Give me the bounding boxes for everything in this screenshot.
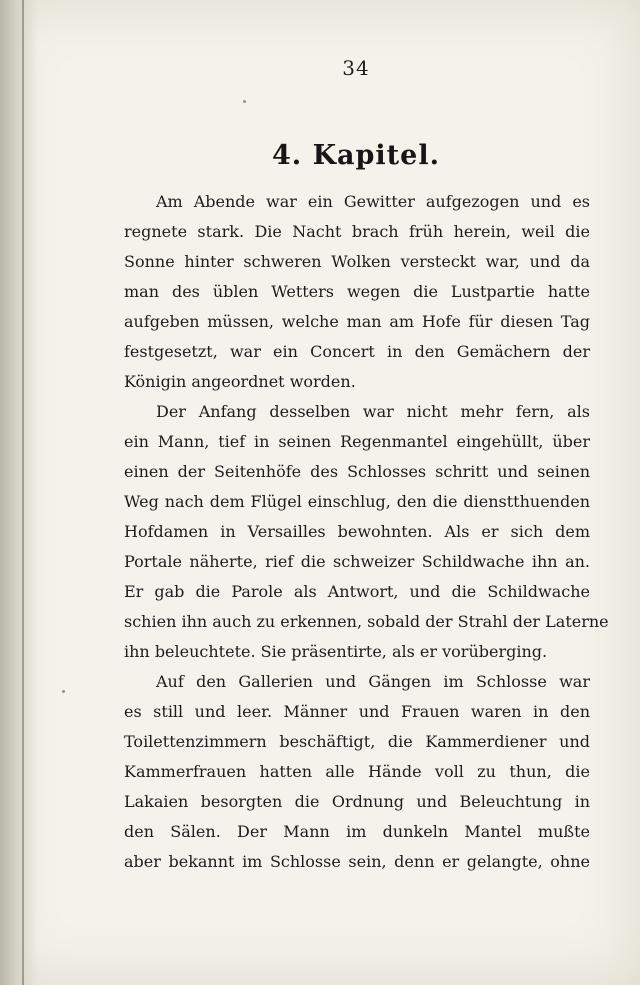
text-line: Kammerfrauen hatten alle Hände voll zu thun, die [124,762,590,781]
text-line: Königin angeordnet worden. [124,372,356,391]
page-number: 34 [342,56,370,80]
print-speck [62,690,65,693]
text-line: Weg nach dem Flügel einschlug, den die dienstthuenden [124,492,590,511]
text-line: ein Mann, tief in seinen Regenmantel eingehüllt, über [124,432,590,451]
text-line: ihn beleuchtete. Sie präsentirte, als er vorüberging. [124,642,548,661]
text-line: es still und leer. Männer und Frauen waren in den [124,702,590,721]
text-line: Der Anfang desselben war nicht mehr fern, als [156,402,590,421]
text-line: Lakaien besorgten die Ordnung und Beleuchtung in [124,792,590,811]
text-line: einen der Seitenhöfe des Schlosses schritt und seinen [124,462,590,481]
text-line: festgesetzt, war ein Concert in den Gemächern der [124,342,590,361]
paragraph-1 [124,187,590,397]
text-line: man des üblen Wetters wegen die Lustpartie hatte [124,282,590,301]
paragraph-2 [124,397,609,667]
text-line: Portale näherte, rief die schweizer Schildwache ihn an. [124,552,590,571]
text-line: aber bekannt im Schlosse sein, denn er gelangte, ohne [124,852,590,871]
text-line: Sonne hinter schweren Wolken versteckt war, und da [124,252,590,271]
text-line: Toilettenzimmern beschäftigt, die Kammerdiener und [124,732,590,751]
paragraph-3 [124,667,590,877]
chapter-title: 4. Kapitel. [272,140,440,171]
text-line: Hofdamen in Versailles bewohnten. Als er sich dem [124,522,590,541]
text-line: Er gab die Parole als Antwort, und die Schildwache [124,582,590,601]
text-line: Am Abende war ein Gewitter aufgezogen und es [156,192,590,211]
text-line: den Sälen. Der Mann im dunkeln Mantel mußte [124,822,590,841]
print-speck [243,100,246,103]
text-line: aufgeben müssen, welche man am Hofe für diesen Tag [124,312,590,331]
text-line: regnete stark. Die Nacht brach früh herein, weil die [124,222,590,241]
text-line: Auf den Gallerien und Gängen im Schlosse war [156,672,590,691]
text-line: schien ihn auch zu erkennen, sobald der Strahl der Laterne [124,612,609,631]
